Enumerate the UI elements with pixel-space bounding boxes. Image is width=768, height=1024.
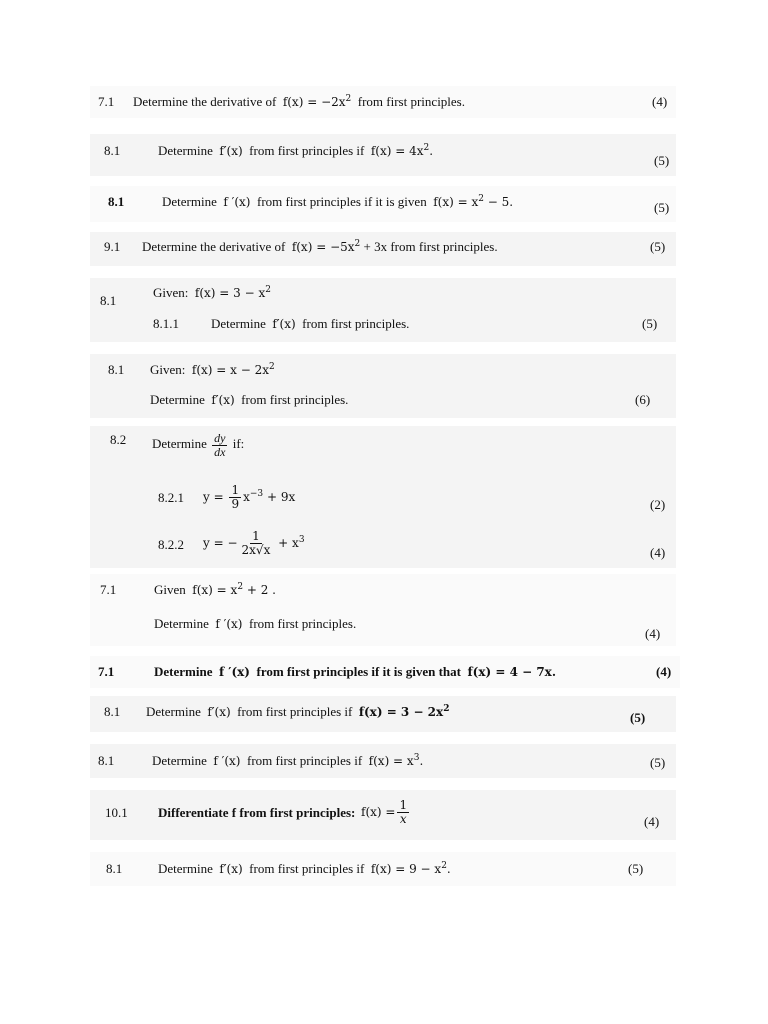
question-number: 9.1: [104, 239, 121, 254]
derivative-expression: f′(x): [207, 705, 231, 719]
question-text: Determine f′(x) from first principles if $f(x) = 3 - 2x^2$: [146, 704, 450, 719]
marks-label: (4): [652, 94, 668, 109]
marks-label: (5): [654, 153, 670, 168]
fraction: $\frac{1}{2x√x}$: [241, 529, 271, 557]
function-expression: $f(x) = x^2 + 2$ .: [192, 582, 276, 597]
derivative-expression: f′(x): [219, 862, 243, 876]
given-line: Given: $f(x) = 3 - x^2$: [153, 285, 271, 300]
question-8-1-strip: [90, 134, 676, 176]
function-expression: $f(x) = 4x^2$.: [370, 143, 434, 158]
question-number: 8.1: [98, 753, 115, 768]
derivative-expression: f′(x): [272, 317, 296, 331]
question-number: 7.1: [100, 582, 117, 597]
question-text: Determine f′(x) from first principles if $f(x) = 4x^2$.: [158, 143, 434, 158]
subquestion-text: Determine f′(x) from first principles.: [211, 316, 410, 331]
given-line: Given $f(x) = x^2 + 2$ .: [154, 582, 276, 597]
question-number: 8.1: [106, 861, 123, 876]
function-expression: $f(x) = x - 2x^2$: [191, 362, 275, 377]
question-8-2-strip: [90, 426, 676, 568]
question-8-1-strip: [90, 744, 676, 778]
question-number: 7.1: [98, 94, 115, 109]
function-expression: $f(x) = 3 - x^2$: [194, 285, 271, 300]
question-7-1-strip: [90, 656, 680, 688]
question-number: 8.1: [108, 194, 125, 209]
question-7-1-strip: [90, 86, 676, 118]
derivative-expression: f′(x): [219, 144, 243, 158]
function-expression: $f(x) = -5x^2$: [291, 239, 361, 254]
question-text: Determine the derivative of $f(x) = -2x^2$ from first principles.: [133, 94, 465, 109]
question-8-1-strip: [90, 278, 676, 342]
function-expression: $f(x) = 9 - x^2$.: [370, 861, 451, 876]
question-text: Determine the derivative of $f(x) = -5x^2 + 3x$ from first principles.: [142, 239, 498, 254]
question-text: Differentiate f from first principles:: [158, 805, 356, 820]
marks-label: (4): [644, 814, 660, 829]
question-text: Determine f ′(x) from first principles if it is given that f(x) = 4 − 7x.: [154, 664, 557, 679]
marks-label: (4): [656, 664, 672, 679]
equation-8-2-2: y = − $\frac{1}{2x√x}$ + $x^3$: [203, 529, 305, 557]
question-text: Determine f ′(x) from first principles if it is given $f(x) = x^2 - 5$.: [162, 194, 514, 209]
fraction: $\frac{1}{x}$: [399, 798, 408, 826]
marks-label: (4): [650, 545, 666, 560]
function-expression: $f(x) = -2x^2$: [282, 94, 352, 109]
question-8-1-strip: [90, 852, 676, 886]
question-number: 8.1: [104, 143, 121, 158]
equation-8-2-1: y = $\frac{1}{9}$ $x^{-3} + 9x$: [203, 483, 296, 511]
marks-label: (4): [645, 626, 661, 641]
dy-dx-fraction: $\frac{dy}{dx}$: [214, 430, 226, 459]
question-8-1-strip: [90, 354, 676, 418]
question-text: Determine f ′(x) from first principles if $f(x) = x^3$.: [152, 753, 424, 768]
marks-label: (2): [650, 497, 666, 512]
marks-label: (5): [628, 861, 644, 876]
question-number: 7.1: [98, 664, 115, 679]
subquestion-number: 8.1.1: [153, 316, 179, 331]
derivative-expression: f ′(x): [215, 617, 243, 631]
question-text: Determine f′(x) from first principles if $f(x) = 9 - x^2$.: [158, 861, 451, 876]
derivative-expression: f ′(x): [213, 754, 241, 768]
marks-label: (6): [635, 392, 651, 407]
given-line: Given: $f(x) = x - 2x^2$: [150, 362, 275, 377]
question-8-1-strip: [90, 696, 676, 732]
question-9-1-strip: [90, 232, 676, 266]
question-text: Determine f ′(x) from first principles.: [154, 616, 357, 631]
subquestion-number: 8.2.1: [158, 490, 184, 505]
marks-label: (5): [654, 200, 670, 215]
question-number: 8.1: [100, 293, 117, 308]
question-10-1-strip: [90, 790, 676, 840]
marks-label: (5): [642, 316, 658, 331]
function-expression: $f(x) = x^3$.: [368, 753, 424, 768]
function-expression: f(x) = $\frac{1}{x}$: [361, 798, 408, 826]
function-expression: f(x) = 4 − 7x.: [467, 665, 557, 679]
question-number: 10.1: [105, 805, 128, 820]
function-expression: $f(x) = 3 - 2x^2$: [358, 704, 450, 719]
marks-label: (5): [650, 239, 666, 254]
derivative-expression: f′(x): [211, 393, 235, 407]
marks-label: (5): [650, 755, 666, 770]
question-text: Determine f′(x) from first principles.: [150, 392, 349, 407]
question-number: 8.2: [110, 432, 127, 447]
question-7-1-strip: [90, 574, 676, 646]
derivative-expression: f ′(x): [223, 195, 251, 209]
fraction: $\frac{1}{9}$: [231, 483, 240, 511]
subquestion-number: 8.2.2: [158, 537, 184, 552]
marks-label: (5): [630, 710, 646, 725]
question-number: 8.1: [104, 704, 121, 719]
question-8-1-strip: [90, 186, 676, 222]
function-expression: $f(x) = x^2 - 5$.: [433, 194, 514, 209]
derivative-expression: f ′(x): [218, 665, 250, 679]
question-number: 8.1: [108, 362, 125, 377]
question-text: Determine $\frac{dy}{dx}$ if:: [152, 430, 245, 459]
